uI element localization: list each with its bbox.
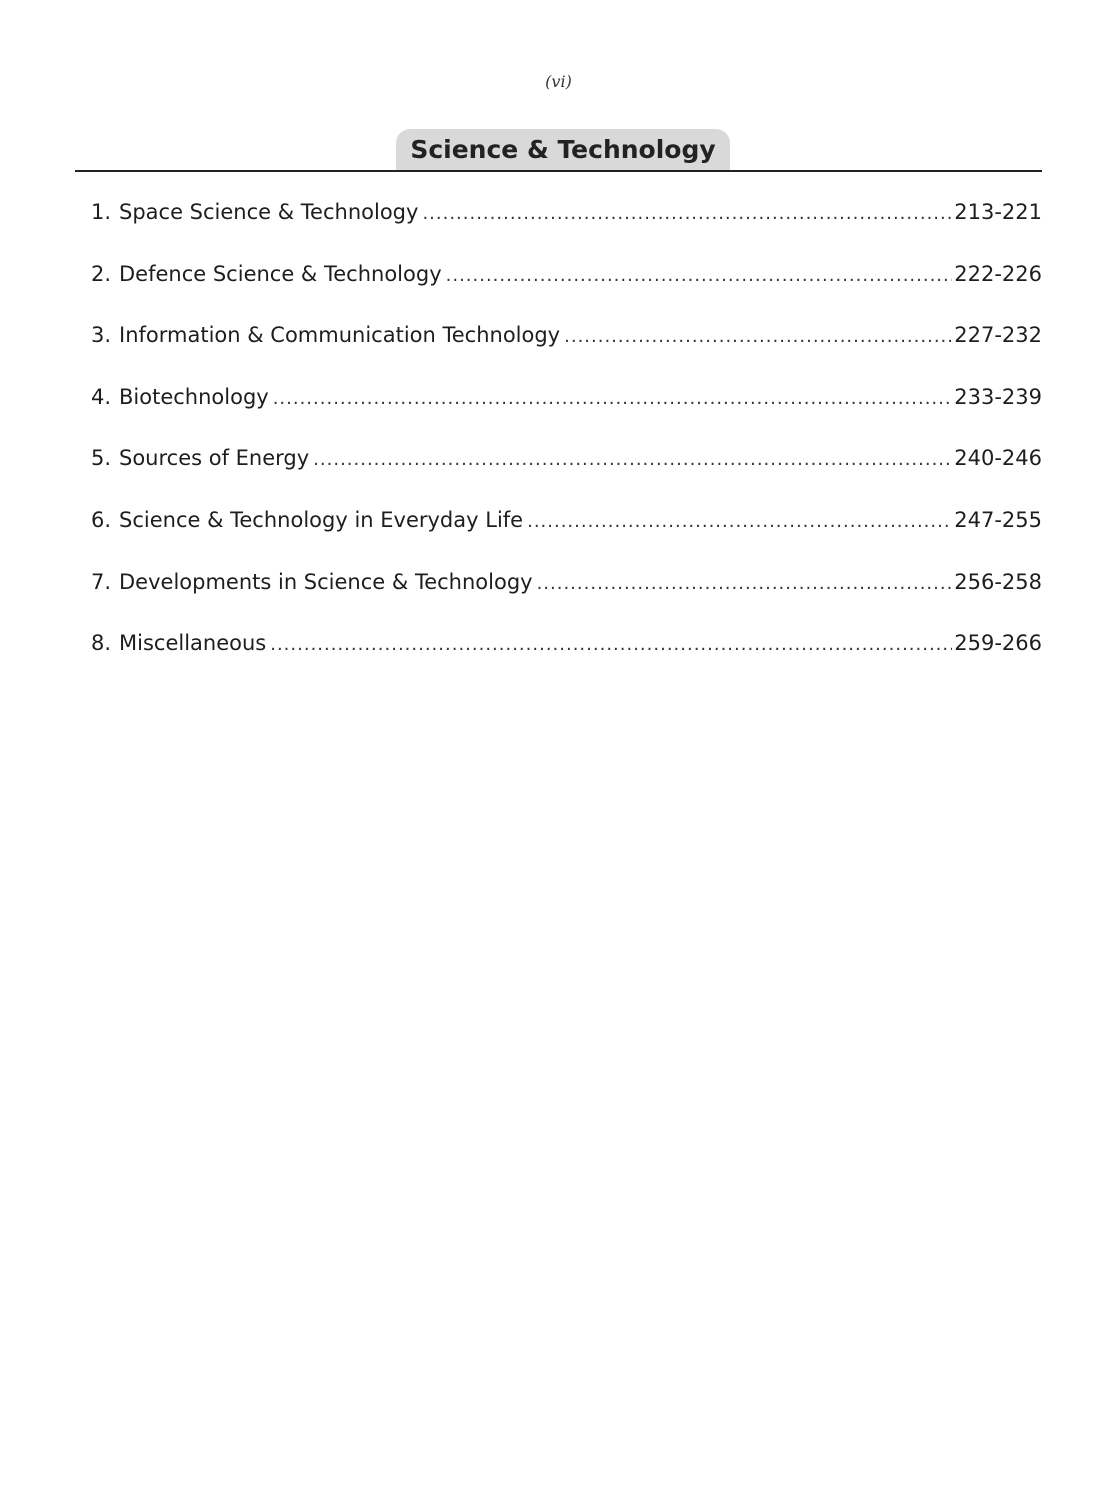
page-number: (vi): [545, 72, 572, 91]
toc-entry-pages: 233-239: [954, 384, 1042, 409]
section-title-tab: [396, 129, 730, 171]
dot-leader: [422, 203, 952, 224]
dot-leader: [564, 326, 952, 347]
toc-entry-number: 5.: [91, 446, 112, 471]
toc-entry-title: Miscellaneous: [119, 631, 267, 656]
toc-entry-number: 3.: [91, 323, 112, 348]
toc-entry-number: 2.: [91, 261, 112, 286]
toc-entry[interactable]: [91, 200, 1042, 262]
toc-entry-pages: 213-221: [954, 200, 1042, 224]
header-rule: [75, 170, 1042, 172]
toc-entry[interactable]: [91, 446, 1042, 508]
dot-leader: [537, 573, 953, 594]
toc-entry-pages: 259-266: [954, 631, 1042, 656]
toc-entry-title: Information & Communication Technology: [119, 323, 561, 348]
toc-entry-title: Science & Technology in Everyday Life: [119, 507, 524, 532]
toc-entry-number: 4.: [91, 384, 112, 409]
toc-entry-title: Developments in Science & Technology: [119, 569, 533, 594]
toc-entry-title: Space Science & Technology: [119, 200, 419, 224]
toc-entry-number: 7.: [91, 569, 112, 594]
toc-entry-number: 6.: [91, 507, 112, 532]
dot-leader: [527, 511, 952, 532]
toc-entry[interactable]: [91, 323, 1042, 385]
dot-leader: [270, 634, 952, 655]
toc-entry-title: Defence Science & Technology: [119, 261, 442, 286]
toc-entry[interactable]: [91, 262, 1042, 324]
toc-entry-title: Sources of Energy: [119, 446, 310, 471]
toc-entry[interactable]: [91, 508, 1042, 570]
section-title: Science & Technology: [410, 135, 716, 164]
toc-entry[interactable]: [91, 570, 1042, 632]
toc-entry-pages: 222-226: [954, 261, 1042, 286]
dot-leader: [273, 388, 953, 409]
toc-entry-pages: 256-258: [954, 569, 1042, 594]
toc-entry-pages: 247-255: [954, 507, 1042, 532]
toc-entry-number: 8.: [91, 631, 112, 656]
toc-entry-pages: 240-246: [954, 446, 1042, 471]
toc-entry[interactable]: [91, 385, 1042, 447]
dot-leader: [446, 265, 953, 286]
table-of-contents: [91, 200, 1042, 693]
toc-entry[interactable]: [91, 631, 1042, 693]
toc-entry-number: 1.: [91, 200, 112, 224]
dot-leader: [313, 449, 952, 470]
toc-entry-title: Biotechnology: [119, 384, 269, 409]
toc-entry-pages: 227-232: [954, 323, 1042, 348]
